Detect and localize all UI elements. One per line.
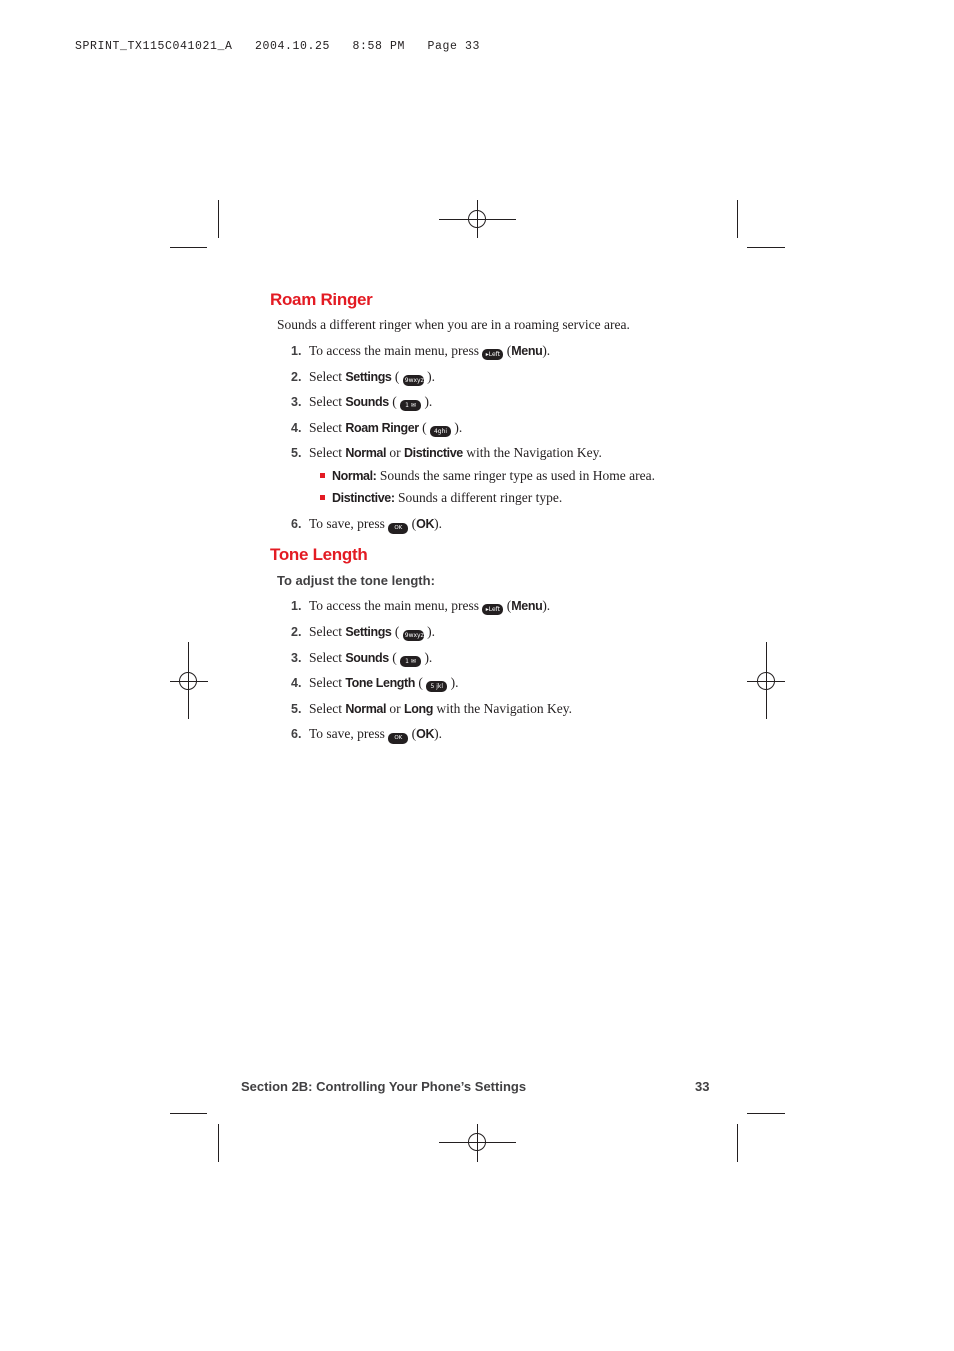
nine-key-icon: 9wxyz — [404, 632, 424, 639]
ok-key-icon: OK — [388, 523, 408, 534]
step-5: 5. Select Normal or Long with the Navigation Key. — [291, 701, 572, 716]
page-number: 33 — [695, 1079, 710, 1094]
one-key-icon: 1 ✉ — [400, 400, 421, 411]
bullet-distinctive: Distinctive: Sounds a different ringer type. — [320, 490, 562, 506]
section-heading-tone-length: Tone Length — [270, 545, 368, 564]
step-3: 3. Select Sounds ( 1 ✉ ). — [291, 394, 433, 409]
menu-key-icon: ▸Left — [482, 349, 503, 360]
section-intro: To adjust the tone length: — [277, 573, 435, 588]
bullet-square-icon — [320, 495, 325, 500]
bullet-square-icon — [320, 473, 325, 478]
section-intro: Sounds a different ringer when you are in a roaming service area. — [277, 317, 630, 332]
step-3: 3. Select Sounds ( 1 ✉ ). — [291, 650, 433, 665]
print-slug: SPRINT_TX115C041021_A 2004.10.25 8:58 PM Page 33 — [75, 40, 481, 53]
step-2: 2. Select Settings ( 9wxyz ). — [291, 369, 435, 384]
footer-section-title: Section 2B: Controlling Your Phone’s Settings — [241, 1079, 527, 1094]
step-4: 4. Select Tone Length ( 5 jkl ). — [291, 675, 459, 690]
step-2: 2. Select Settings ( 9wxyz ). — [291, 624, 435, 639]
step-1: 1. To access the main menu, press ▸Left (Menu). — [291, 343, 551, 358]
step-6: 6. To save, press OK (OK). — [291, 726, 442, 744]
menu-key-icon: ▸Left — [482, 604, 503, 615]
step-5: 5. Select Normal or Distinctive with the Navigation Key. — [291, 445, 602, 460]
one-key-icon: 1 ✉ — [400, 656, 421, 667]
section-heading-roam-ringer: Roam Ringer — [270, 290, 373, 309]
nine-key-icon: 9wxyz — [404, 377, 424, 384]
five-key-icon: 5 jkl — [426, 681, 447, 692]
step-4: 4. Select Roam Ringer ( 4ghi ). — [291, 420, 463, 435]
step-6: 6. To save, press OK (OK). — [291, 516, 442, 534]
step-1: 1. To access the main menu, press ▸Left (Menu). — [291, 598, 551, 613]
four-key-icon: 4ghi — [430, 426, 451, 437]
bullet-normal: Normal: Sounds the same ringer type as used in Home area. — [320, 468, 655, 484]
ok-key-icon: OK — [388, 733, 408, 744]
